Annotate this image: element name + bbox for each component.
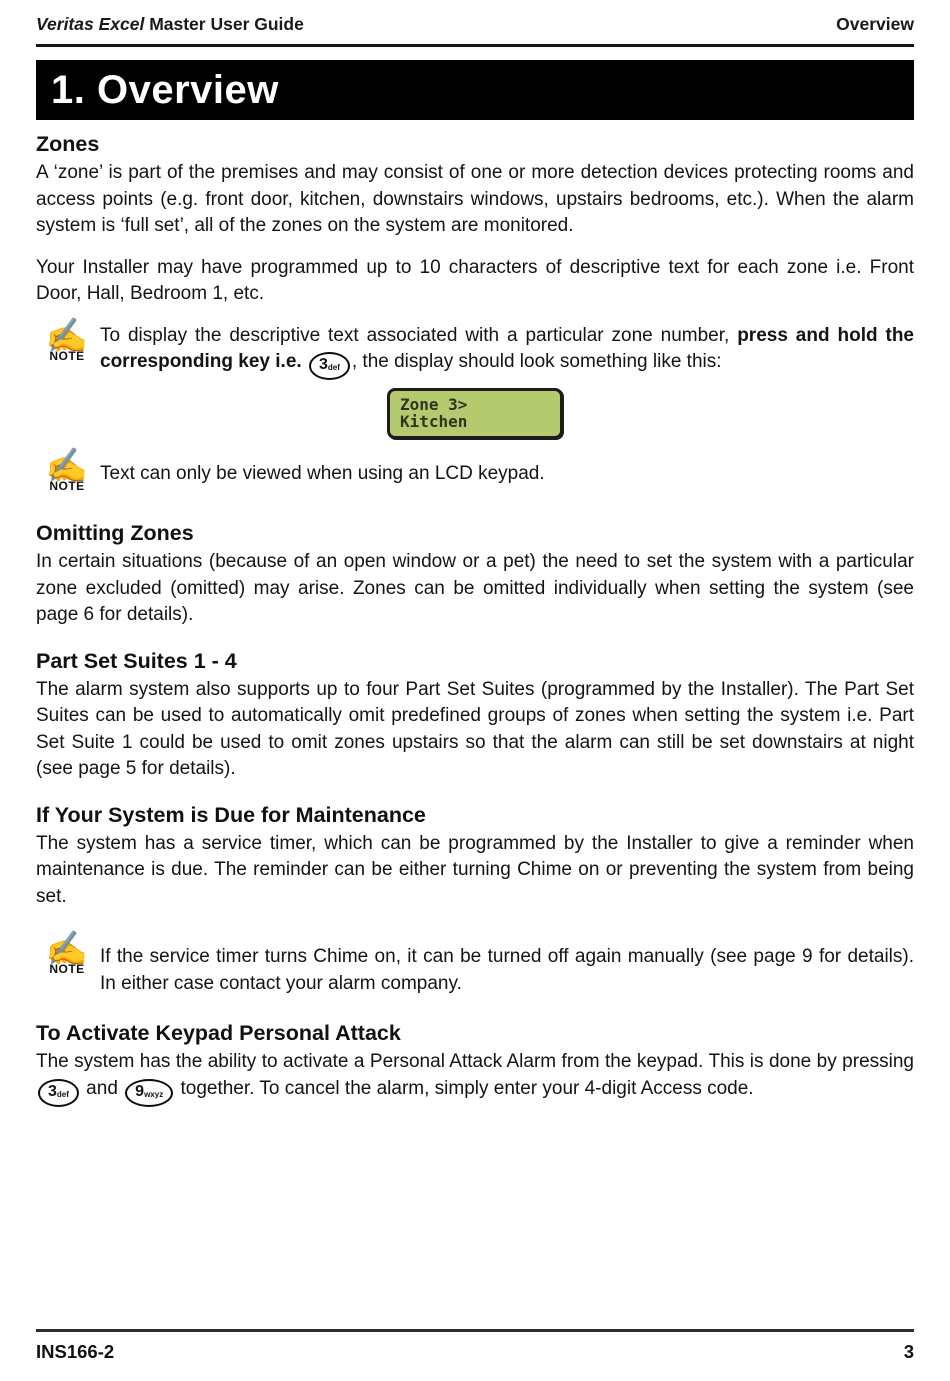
note-1-text-bold: press and hold the corresponding key i.e.	[100, 324, 914, 372]
note-2	[36, 453, 914, 493]
key-9-wxyz-icon	[125, 1079, 173, 1107]
note-1-text-before: To display the descriptive text associated with a particular zone number,	[100, 324, 738, 346]
note-label: NOTE	[49, 479, 85, 493]
heading-zones: Zones	[36, 132, 100, 156]
page-footer	[36, 1329, 914, 1363]
key-3-def-icon	[309, 352, 350, 380]
note-writing-hand-icon	[36, 449, 98, 493]
key-3-def-icon	[38, 1079, 79, 1107]
key-letters: def	[56, 1089, 69, 1099]
writing-hand-icon	[36, 932, 98, 966]
key-letters: wxyz	[144, 1089, 164, 1099]
part-set-suites-paragraph: The alarm system also supports up to four Part Set Suites (programmed by the Installer). The Part Set Suites can be used to automatically omit predefined groups of zones when setting the system i.e. Part Set Suite 1 could be used to omit zones upstairs so that the alarm can still be set downstairs at night (see page 5 for details).	[36, 678, 914, 779]
header-section: Overview	[836, 14, 914, 34]
heading-personal-attack: To Activate Keypad Personal Attack	[36, 1021, 401, 1045]
heading-part-set-suites: Part Set Suites 1 - 4	[36, 648, 237, 673]
heading-maintenance: If Your System is Due for Maintenance	[36, 802, 426, 827]
note-label: NOTE	[49, 348, 85, 363]
note-writing-hand-icon	[36, 319, 98, 363]
zones-paragraph-2: Your Installer may have programmed up to 10 characters of descriptive text for each zone i.e. Front Door, Hall, Bedroom 1, etc.	[36, 256, 914, 304]
maintenance-paragraph: The system has a service timer, which can be programmed by the Installer to give a reminder when maintenance is due. The reminder can be either turning Chime on or preventing the system from being set.	[36, 832, 914, 907]
footer-doc-code: INS166-2	[36, 1341, 115, 1362]
note-label: NOTE	[49, 962, 85, 976]
personal-attack-paragraph	[36, 1049, 914, 1107]
lcd-display-wrap	[36, 388, 914, 439]
note-2-text: Text can only be viewed when using an LCD keypad.	[100, 463, 545, 484]
header-title	[36, 14, 304, 35]
writing-hand-icon	[36, 449, 98, 483]
omitting-zones-paragraph: In certain situations (because of an open window or a pet) the need to set the system with a particular zone excluded (omitted) may arise. Zones can be omitted individually when setting the system (see page 6 for details).	[36, 551, 914, 625]
footer-page-number: 3	[903, 1341, 914, 1362]
pa-text-after: together. To cancel the alarm, simply enter your 4-digit Access code.	[175, 1077, 754, 1099]
key-digit: 3	[318, 356, 328, 373]
key-digit: 3	[48, 1082, 57, 1100]
note-1-text	[98, 323, 914, 381]
key-digit: 9	[135, 1082, 145, 1100]
zones-paragraph-1: A ‘zone’ is part of the premises and may consist of one or more detection devices protecting rooms and access points (e.g. front door, kitchen, downstairs windows, upstairs bedrooms, etc.). When the alarm system is ‘full set’, all of the zones on the system are monitored.	[36, 162, 914, 236]
note-1	[36, 323, 914, 381]
lcd-display	[387, 388, 563, 439]
pa-text-before: The system has the ability to activate a Personal Attack Alarm from the keypad. This is done by pressing	[36, 1051, 914, 1072]
note-1-text-after: , the display should look something like this:	[351, 351, 722, 372]
chapter-title: 1. Overview	[51, 67, 279, 112]
header-title-rest: Master User Guide	[144, 14, 304, 34]
lcd-line-1: Zone 3>	[400, 395, 468, 414]
key-letters: def	[327, 363, 340, 372]
note-3	[36, 936, 914, 997]
pa-text-mid: and	[80, 1077, 124, 1099]
heading-omitting-zones: Omitting Zones	[36, 521, 194, 545]
writing-hand-icon	[36, 319, 98, 353]
note-3-text: If the service timer turns Chime on, it can be turned off again manually (see page 9 for details). In either case contact your alarm company.	[100, 946, 914, 994]
page-header	[36, 10, 914, 47]
note-writing-hand-icon	[36, 932, 98, 976]
header-title-product: Veritas Excel	[36, 14, 145, 34]
chapter-banner	[36, 60, 914, 120]
lcd-line-2: Kitchen	[400, 412, 468, 431]
